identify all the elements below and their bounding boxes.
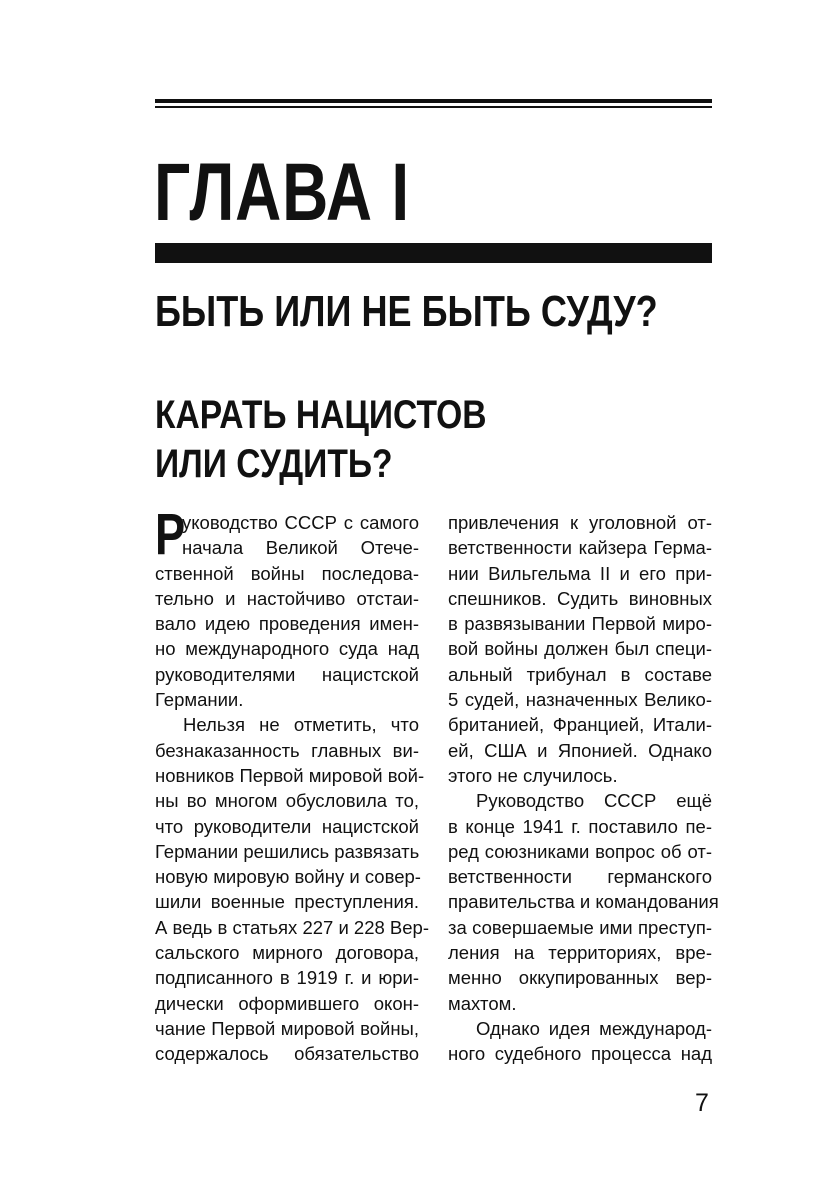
top-rule-thick-line: [155, 99, 712, 103]
text-line: новую мировую войну и совер-: [155, 866, 421, 888]
text-column-left: [155, 502, 430, 1067]
section-title-line: ИЛИ СУДИТЬ?: [155, 442, 393, 486]
text-line: Германии.: [155, 689, 244, 711]
text-line: что руководители нацистской: [155, 815, 419, 837]
text-line: ветственности кайзера Герма-: [448, 537, 712, 559]
text-line: менно оккупированных вер-: [448, 967, 712, 989]
text-line: шили военные преступления.: [155, 891, 419, 913]
text-line: в развязывании Первой миро-: [448, 613, 712, 635]
text-line: подписанного в 1919 г. и юри-: [155, 967, 419, 989]
text-line: дически оформившего окон-: [155, 992, 419, 1014]
text-line: ны во многом обусловила то,: [155, 790, 419, 812]
text-line: 5 судей, назначенных Велико-: [448, 689, 712, 711]
text-line: чание Первой мировой войны,: [155, 1017, 419, 1039]
chapter-divider-bar: [155, 243, 712, 263]
text-line: вало идею проведения имен-: [155, 613, 419, 635]
text-line: А ведь в статьях 227 и 228 Вер-: [155, 916, 430, 938]
text-line: Германии решились развязать: [155, 840, 420, 862]
section-title-line: КАРАТЬ НАЦИСТОВ: [155, 393, 487, 437]
text-line: британией, Францией, Итали-: [448, 714, 712, 736]
text-line: правительства и командования: [448, 891, 719, 913]
text-line: ственной войны последова-: [155, 562, 419, 584]
page-number: 7: [695, 1089, 709, 1117]
chapter-label: ГЛАВА I: [154, 147, 410, 238]
text-line: ветственности германского: [448, 866, 712, 888]
text-line: Однако идея международ-: [476, 1017, 712, 1039]
text-line: новников Первой мировой вой-: [155, 764, 425, 786]
top-rule-thin-line: [155, 106, 712, 108]
text-line: привлечения к уголовной от-: [448, 512, 712, 533]
text-line: ей, США и Японией. Однако: [448, 739, 712, 761]
text-column-right: [448, 510, 719, 1067]
text-line: нии Вильгельма II и его при-: [448, 562, 712, 584]
text-line: ного судебного процесса над: [448, 1043, 712, 1065]
text-line: содержалось обязательство: [155, 1043, 419, 1065]
text-line: начала Великой Отече-: [182, 537, 419, 559]
top-double-rule: [155, 99, 712, 108]
text-line: вой войны должен был специ-: [448, 638, 712, 660]
text-line: ления на территориях, вре-: [448, 942, 712, 964]
text-line: Руководство СССР ещё: [476, 790, 712, 812]
text-line: руководителями нацистской: [155, 663, 419, 685]
text-line: за совершаемые ими преступ-: [448, 916, 712, 938]
text-line: спешников. Судить виновных: [448, 587, 712, 609]
text-line: этого не случилось.: [448, 764, 618, 786]
text-line: в конце 1941 г. поставило пе-: [448, 815, 712, 837]
drop-cap: Р: [155, 502, 186, 567]
text-line: уководство СССР с самого: [182, 512, 419, 533]
text-line: альный трибунал в составе: [448, 663, 712, 685]
text-line: Нельзя не отметить, что: [183, 714, 419, 736]
text-line: но международного суда над: [155, 638, 419, 660]
text-line: безнаказанность главных ви-: [155, 739, 419, 761]
text-line: тельно и настойчиво отстаи-: [155, 587, 419, 609]
text-line: махтом.: [448, 992, 517, 1014]
text-line: сальского мирного договора,: [155, 942, 419, 964]
text-line: ред союзниками вопрос об от-: [448, 840, 712, 862]
section-title: [155, 391, 487, 489]
chapter-title: БЫТЬ ИЛИ НЕ БЫТЬ СУДУ?: [155, 287, 658, 336]
